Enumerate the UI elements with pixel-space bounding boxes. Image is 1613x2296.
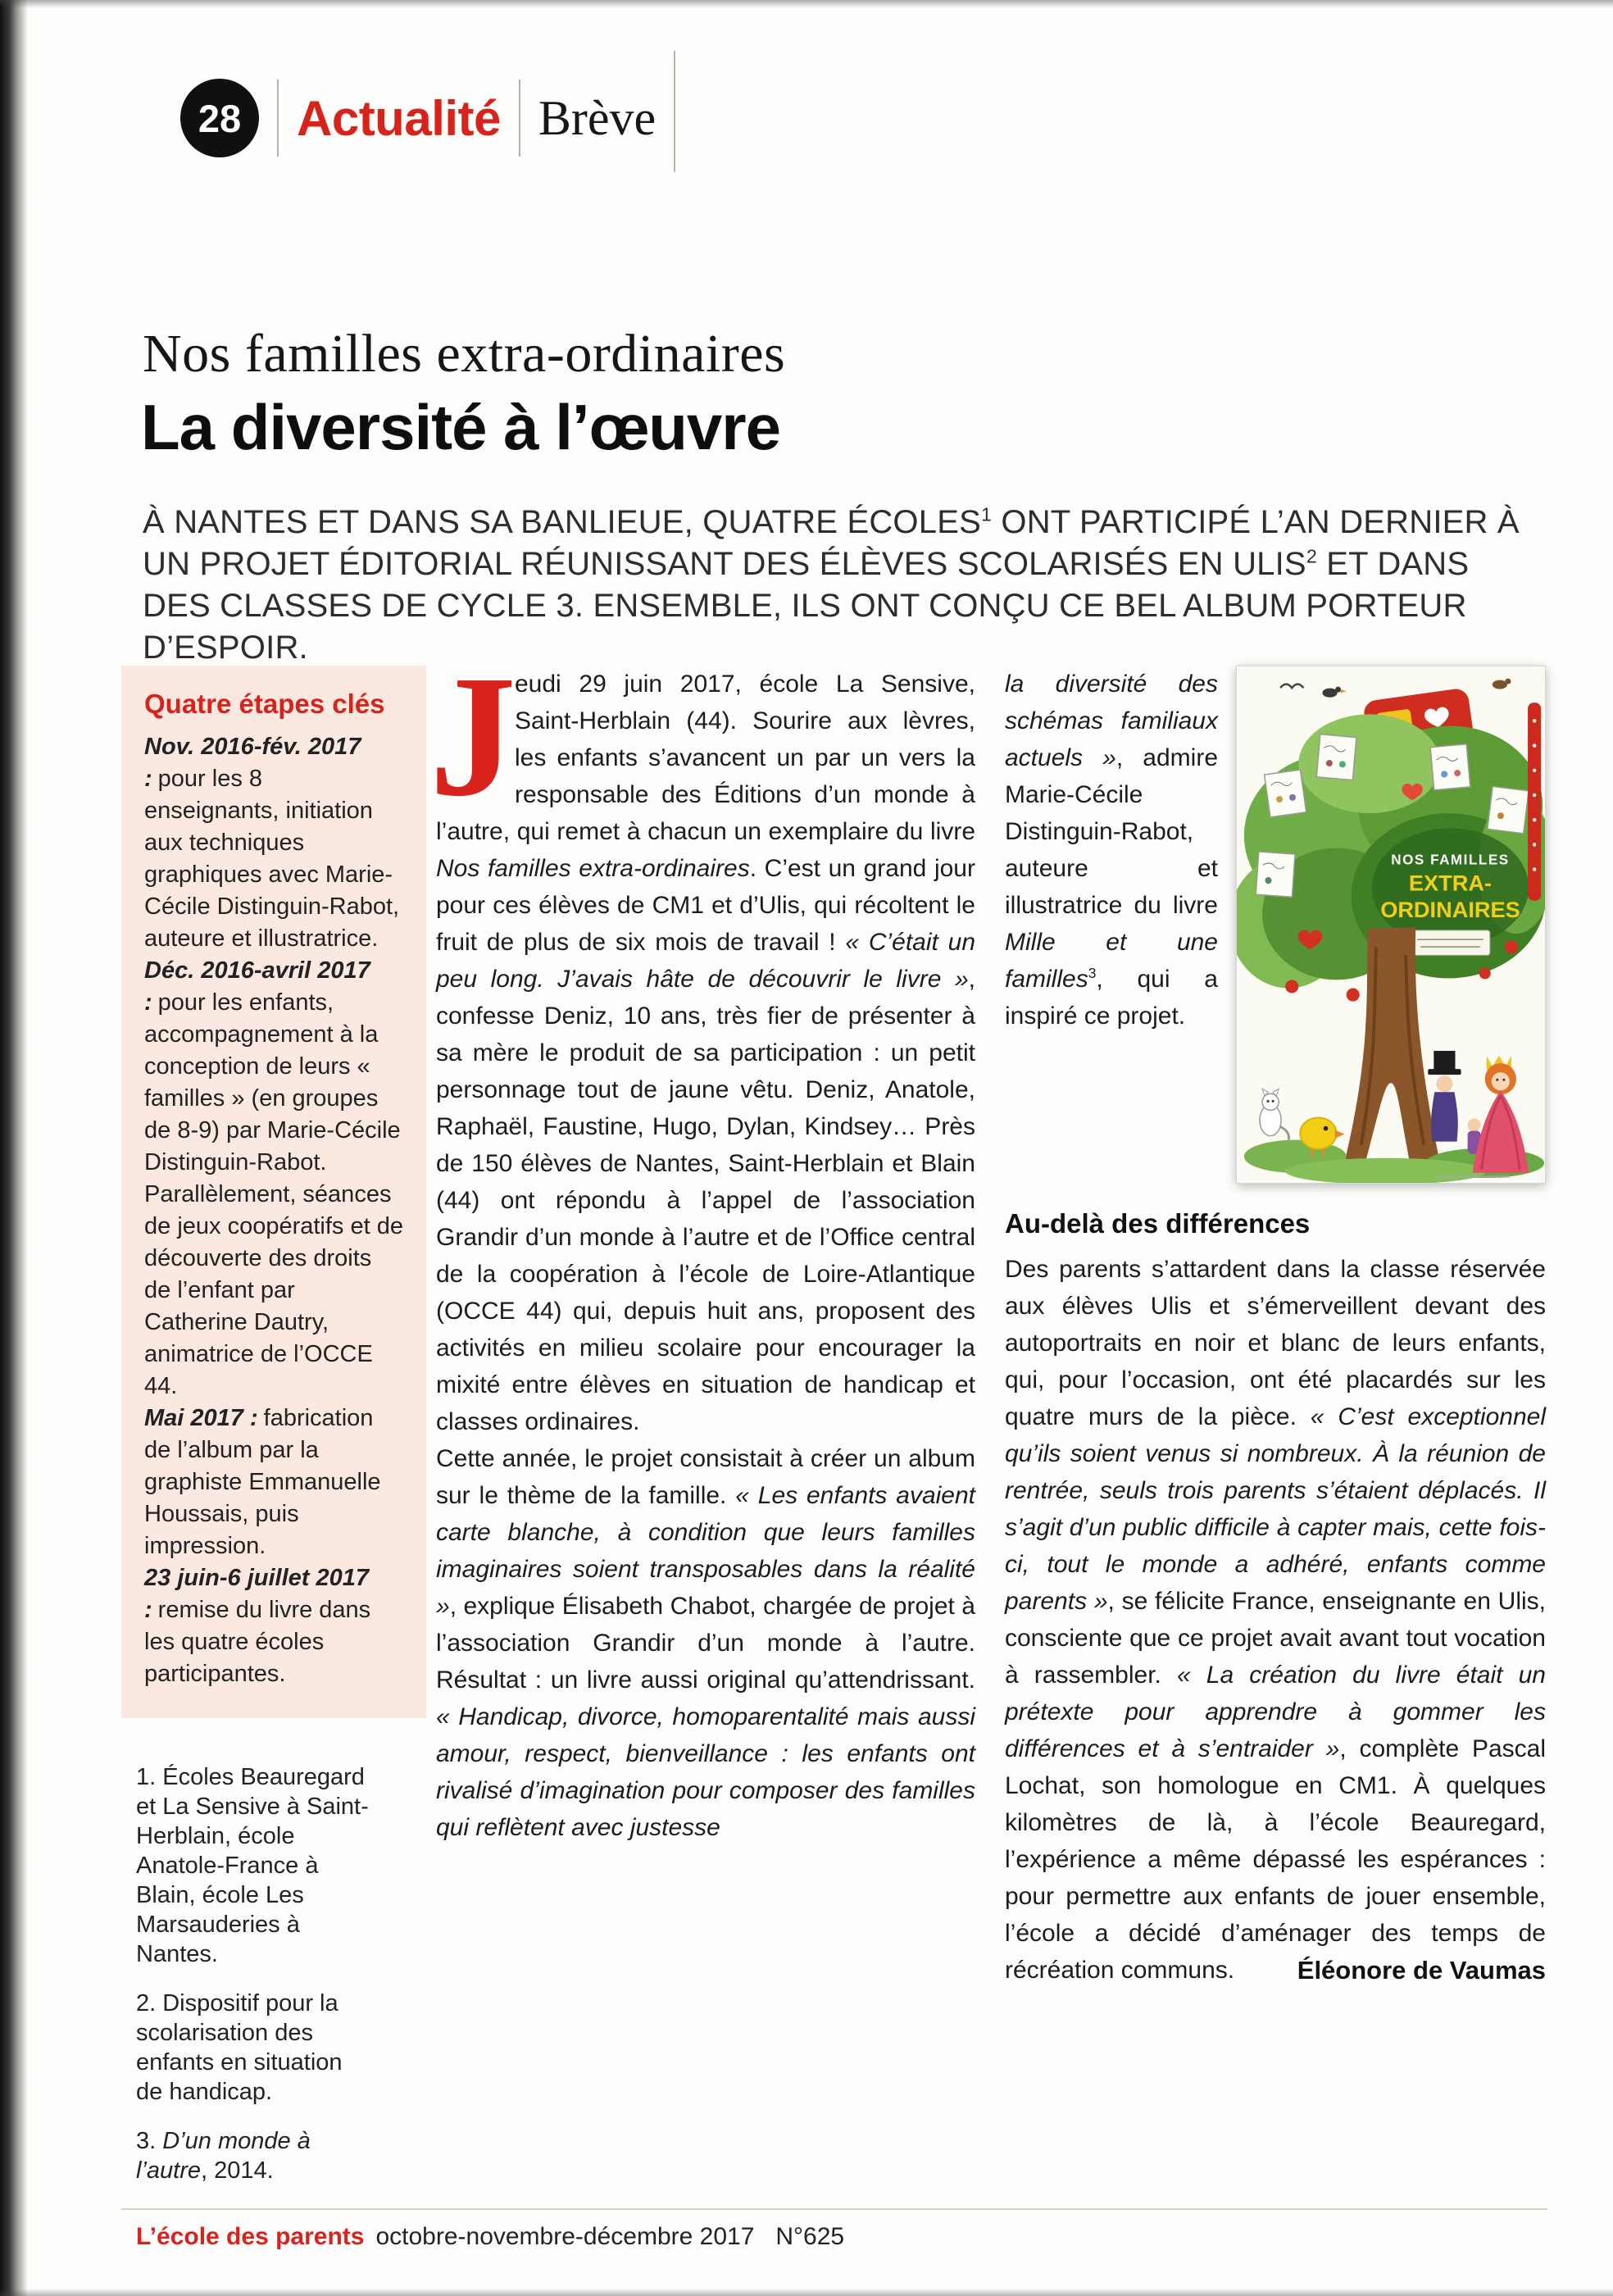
sidebar-box — [121, 666, 426, 1718]
scan-edge-bottom — [0, 2289, 1613, 2296]
magazine-name: L’école des parents — [136, 2223, 365, 2250]
sidebar-item-text: pour les 8 enseignants, initiation aux techniques graphiques avec Marie-Cécile Distinguin-Rabot, auteure et illustratrice. — [144, 766, 400, 952]
article-standfirst: À NANTES ET DANS SA BANLIEUE, QUATRE ÉCOLES$^1$ ONT PARTICIPÉ L’AN DERNIER À UN PROJET ÉDITORIAL RÉUNISSANT DES ÉLÈVES SCOLARISÉS EN ULIS$^2$ ET DANS DES CLASSES DE CYCLE 3. ENSEMBLE, ILS ONT CONÇU CE BEL ALBUM PORTEUR D’ESPOIR. — [143, 503, 1520, 666]
article-paragraph-1: eudi 29 juin 2017, école La Sensive, Saint-Herblain (44). Sourire aux lèvres, les enfants s’avancent un par un vers la responsable des Éditions d’un monde à l’autre, qui remet à chacun un exemplaire du livre Nos familles extra-ordinaires. C’est un grand jour pour ces élèves de CM1 et d’Ulis, qui récoltent le fruit de plus de six mois de travail ! « C’était un peu long. J’avais hâte de découvrir le livre », confesse Deniz, 10 ans, très fier de présenter à sa mère le produit de sa participation : un petit personnage tout de jaune vêtu. Deniz, Anatole, Raphaël, Faustine, Hugo, Dylan, Kindsey… Près de 150 élèves de Nantes, Saint-Herblain et Blain (44) ont répondu à l’appel de l’association Grandir d’un monde à l’autre et de l’Office central de la coopération à l’école de Loire-Atlantique (OCCE 44) qui, depuis huit ans, proposent des activités en milieu scolaire pour encourager la mixité entre élèves en situation de handicap et classes ordinaires. — [436, 671, 976, 1435]
rubric-label: Brève — [538, 90, 657, 145]
article-title: La diversité à l’œuvre — [141, 391, 780, 463]
header-divider — [674, 51, 675, 172]
sidebar-item-date: 23 juin-6 juillet 2017 : — [144, 1565, 369, 1623]
article-paragraph-3: la diversité des schémas familiaux actuels », admire Marie-Cécile Distinguin-Rabot, auteure et illustratrice du livre Mille et une familles$^3$, qui a inspiré ce projet. — [1005, 671, 1219, 1030]
article-column-right — [1005, 666, 1546, 1989]
section-subhead: Au-delà des différences — [1005, 1208, 1311, 1239]
sidebar-item-date: Nov. 2016-fév. 2017 : — [144, 734, 361, 792]
book-cover-image — [1236, 666, 1546, 1184]
sidebar-item-text: remise du livre dans les quatre écoles participantes. — [144, 1597, 371, 1687]
footnotes-block — [136, 1762, 369, 2205]
scan-edge-top — [0, 0, 1613, 8]
cover-title-line3: ORDINAIRES — [1380, 896, 1520, 922]
article-paragraph-2: Cette année, le projet consistait à créer un album sur le thème de la famille. « Les enfants avaient carte blanche, à condition que leurs familles imaginaires soient transposables dans la réalité », explique Élisabeth Chabot, chargée de projet à l’association Grandir d’un monde à l’autre. Résultat : un livre aussi original qu’attendrissant. « Handicap, divorce, homoparentalité mais aussi amour, respect, bienveillance : les enfants ont rivalisé d’imagination pour composer des familles qui reflètent avec justesse — [436, 1445, 975, 1841]
sidebar-item — [144, 1403, 403, 1562]
byline: Éléonore de Vaumas — [1297, 1956, 1546, 1985]
article-paragraph-4: Des parents s’attardent dans la classe réservée aux élèves Ulis et s’émerveillent devant des autoportraits en noir et blanc de leurs enfants, qui, pour l’occasion, ont été placardés sur les quatre murs de la pièce. « C’est exceptionnel qu’ils soient venus si nombreux. À la réunion de rentrée, seuls trois parents s’étaient déplacés. Il s’agit d’un public difficile à capter mais, cette fois-ci, tout le monde a adhéré, enfants comme parents », se félicite France, enseignante en Ulis, consciente que ce projet avait avant tout vocation à rassembler. « La création du livre était un prétexte pour apprendre à gommer les différences et à s’entraider », complète Pascal Lochat, son homologue en CM1. À quelques kilomètres de là, à l’école Beauregard, l’expérience a même dépassé les espérances : pour permettre aux enfants de jouer ensemble, l’école a décidé d’aménager des temps de récréation communs. — [1005, 1256, 1546, 1984]
footnote: 1. Écoles Beauregard et La Sensive à Saint-Herblain, école Anatole-France à Blain, école Les Marsauderies à Nantes. — [136, 1764, 369, 1967]
footnote: 3. D’un monde à l’autre, 2014. — [136, 2128, 311, 2184]
sidebar-item-date: Mai 2017 : — [144, 1405, 258, 1431]
footer-rule — [121, 2208, 1547, 2210]
header-divider — [519, 80, 520, 157]
cover-title-line2: EXTRA- — [1408, 870, 1493, 896]
cover-title-line1: NOS FAMILLES — [1391, 852, 1510, 868]
scan-edge-left — [0, 0, 28, 2296]
article-kicker: Nos familles extra-ordinaires — [143, 324, 786, 384]
book-cover-illustration — [1237, 666, 1545, 1183]
article-column-main — [429, 639, 976, 1846]
sidebar-item — [144, 955, 403, 1403]
sidebar-item — [144, 1562, 403, 1690]
sidebar-item-text: pour les enfants, accompagnement à la conception de leurs « familles » (en groupes de 8-9) par Marie-Cécile Distinguin-Rabot. Parallèlement, séances de jeux coopératifs et de découverte des droits de l’enfant par Catherine Dautry, animatrice de l’OCCE 44. — [144, 989, 403, 1399]
sidebar-item-date: Déc. 2016-avril 2017 : — [144, 957, 370, 1016]
sidebar-item-text: fabrication de l’album par la graphiste Emmanuelle Houssais, puis impression. — [144, 1405, 381, 1559]
issue-number: N°625 — [775, 2223, 845, 2250]
page-footer — [136, 2223, 844, 2251]
drop-cap — [429, 639, 516, 832]
section-label: Actualité — [297, 90, 501, 146]
page-number: 28 — [198, 96, 242, 140]
drop-cap-letter: J — [429, 639, 516, 832]
sidebar-title: Quatre étapes clés — [144, 689, 385, 719]
page-number-badge — [180, 79, 259, 157]
page-header — [180, 64, 693, 172]
footnote: 2. Dispositif pour la scolarisation des enfants en situation de handicap. — [136, 1990, 343, 2105]
sidebar-item — [144, 731, 403, 955]
issue-date: octobre-novembre-décembre 2017 — [375, 2223, 755, 2250]
header-divider — [277, 80, 279, 157]
